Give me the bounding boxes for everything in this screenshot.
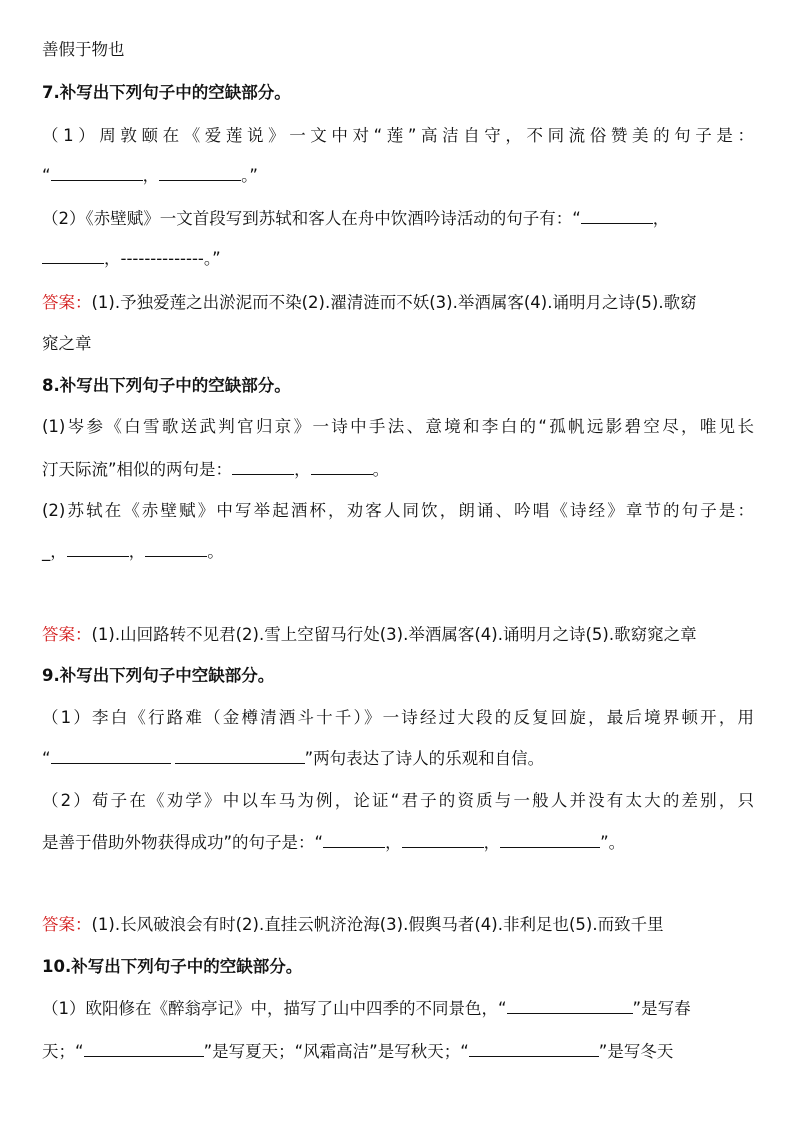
question-9-part-2-cont: 是善于借助外物获得成功”的句子是：“ ， ， ”。 bbox=[42, 833, 626, 852]
answer-blank[interactable] bbox=[232, 460, 294, 475]
answer-blank[interactable] bbox=[311, 460, 373, 475]
question-9-part-2: （2）荀子在《劝学》中以车马为例，论证“君子的资质与一般人并没有太大的差别，只 bbox=[42, 791, 754, 810]
question-8-part-1: (1)岑参《白雪歌送武判官归京》一诗中手法、意境和李白的“孤帆远影碧空尽，唯见长 bbox=[42, 417, 754, 436]
answer-blank[interactable] bbox=[84, 1042, 204, 1057]
question-10-part-1: （1）欧阳修在《醉翁亭记》中，描写了山中四季的不同景色，“ ”是写春 bbox=[42, 999, 691, 1018]
text-line: 善假于物也 bbox=[42, 40, 125, 59]
answer-blank[interactable] bbox=[323, 833, 385, 848]
answer-blank[interactable] bbox=[469, 1042, 599, 1057]
answer-blank[interactable] bbox=[67, 542, 129, 557]
answer-8: 答案：(1).山回路转不见君(2).雪上空留马行处(3).举酒属客(4).诵明月之诗(5).歌窈窕之章 bbox=[42, 625, 697, 644]
answer-7: 答案：(1).予独爱莲之出淤泥而不染(2).濯清涟而不妖(3).举酒属客(4).诵明月之诗(5).歌窈 bbox=[42, 293, 697, 312]
answer-blank[interactable] bbox=[51, 749, 171, 764]
answer-blank[interactable] bbox=[402, 833, 484, 848]
question-8-part-1-cont: 汀天际流”相似的两句是： ， 。 bbox=[42, 460, 390, 479]
question-7-title: 7.补写出下列句子中的空缺部分。 bbox=[42, 83, 291, 102]
answer-blank[interactable] bbox=[145, 542, 207, 557]
question-9-part-1-cont: “ ”两句表达了诗人的乐观和自信。 bbox=[42, 749, 545, 768]
question-9-title: 9.补写出下列句子中空缺部分。 bbox=[42, 666, 275, 685]
answer-7-cont: 窕之章 bbox=[42, 334, 92, 353]
answer-label: 答案： bbox=[42, 625, 92, 644]
answer-blank[interactable] bbox=[500, 833, 600, 848]
answer-label: 答案： bbox=[42, 915, 92, 934]
question-8-part-2: (2)苏轼在《赤壁赋》中写举起酒杯，劝客人同饮，朗诵、吟唱《诗经》章节的句子是： bbox=[42, 501, 754, 520]
answer-blank[interactable] bbox=[507, 999, 633, 1014]
question-8-part-2-cont: _， ， 。 bbox=[42, 542, 224, 561]
answer-blank[interactable] bbox=[159, 166, 241, 181]
question-7-part-1: （1）周敦颐在《爱莲说》一文中对“莲”高洁自守，不同流俗赞美的句子是： bbox=[42, 126, 754, 145]
question-8-title: 8.补写出下列句子中的空缺部分。 bbox=[42, 376, 291, 395]
question-7-part-2: （2）《赤壁赋》一文首段写到苏轼和客人在舟中饮酒吟诗活动的句子有：“ ， bbox=[42, 209, 670, 228]
question-10-title: 10.补写出下列句子中的空缺部分。 bbox=[42, 957, 303, 976]
question-10-part-1-cont: 天；“ ”是写夏天；“风霜高洁”是写秋天；“ ”是写冬天 bbox=[42, 1042, 674, 1061]
question-7-part-2-cont: ，--------------。” bbox=[42, 248, 754, 270]
answer-label: 答案： bbox=[42, 293, 92, 312]
answer-blank[interactable] bbox=[51, 166, 143, 181]
question-7-blank-line: “ ， 。” bbox=[42, 166, 258, 185]
answer-blank[interactable] bbox=[581, 209, 653, 224]
answer-blank[interactable] bbox=[175, 749, 305, 764]
question-9-part-1: （1）李白《行路难（金樽清酒斗十千）》一诗经过大段的反复回旋，最后境界顿开，用 bbox=[42, 708, 754, 727]
answer-9: 答案：(1).长风破浪会有时(2).直挂云帆济沧海(3).假舆马者(4).非利足也(5).而致千里 bbox=[42, 915, 664, 934]
answer-blank[interactable] bbox=[42, 249, 104, 264]
